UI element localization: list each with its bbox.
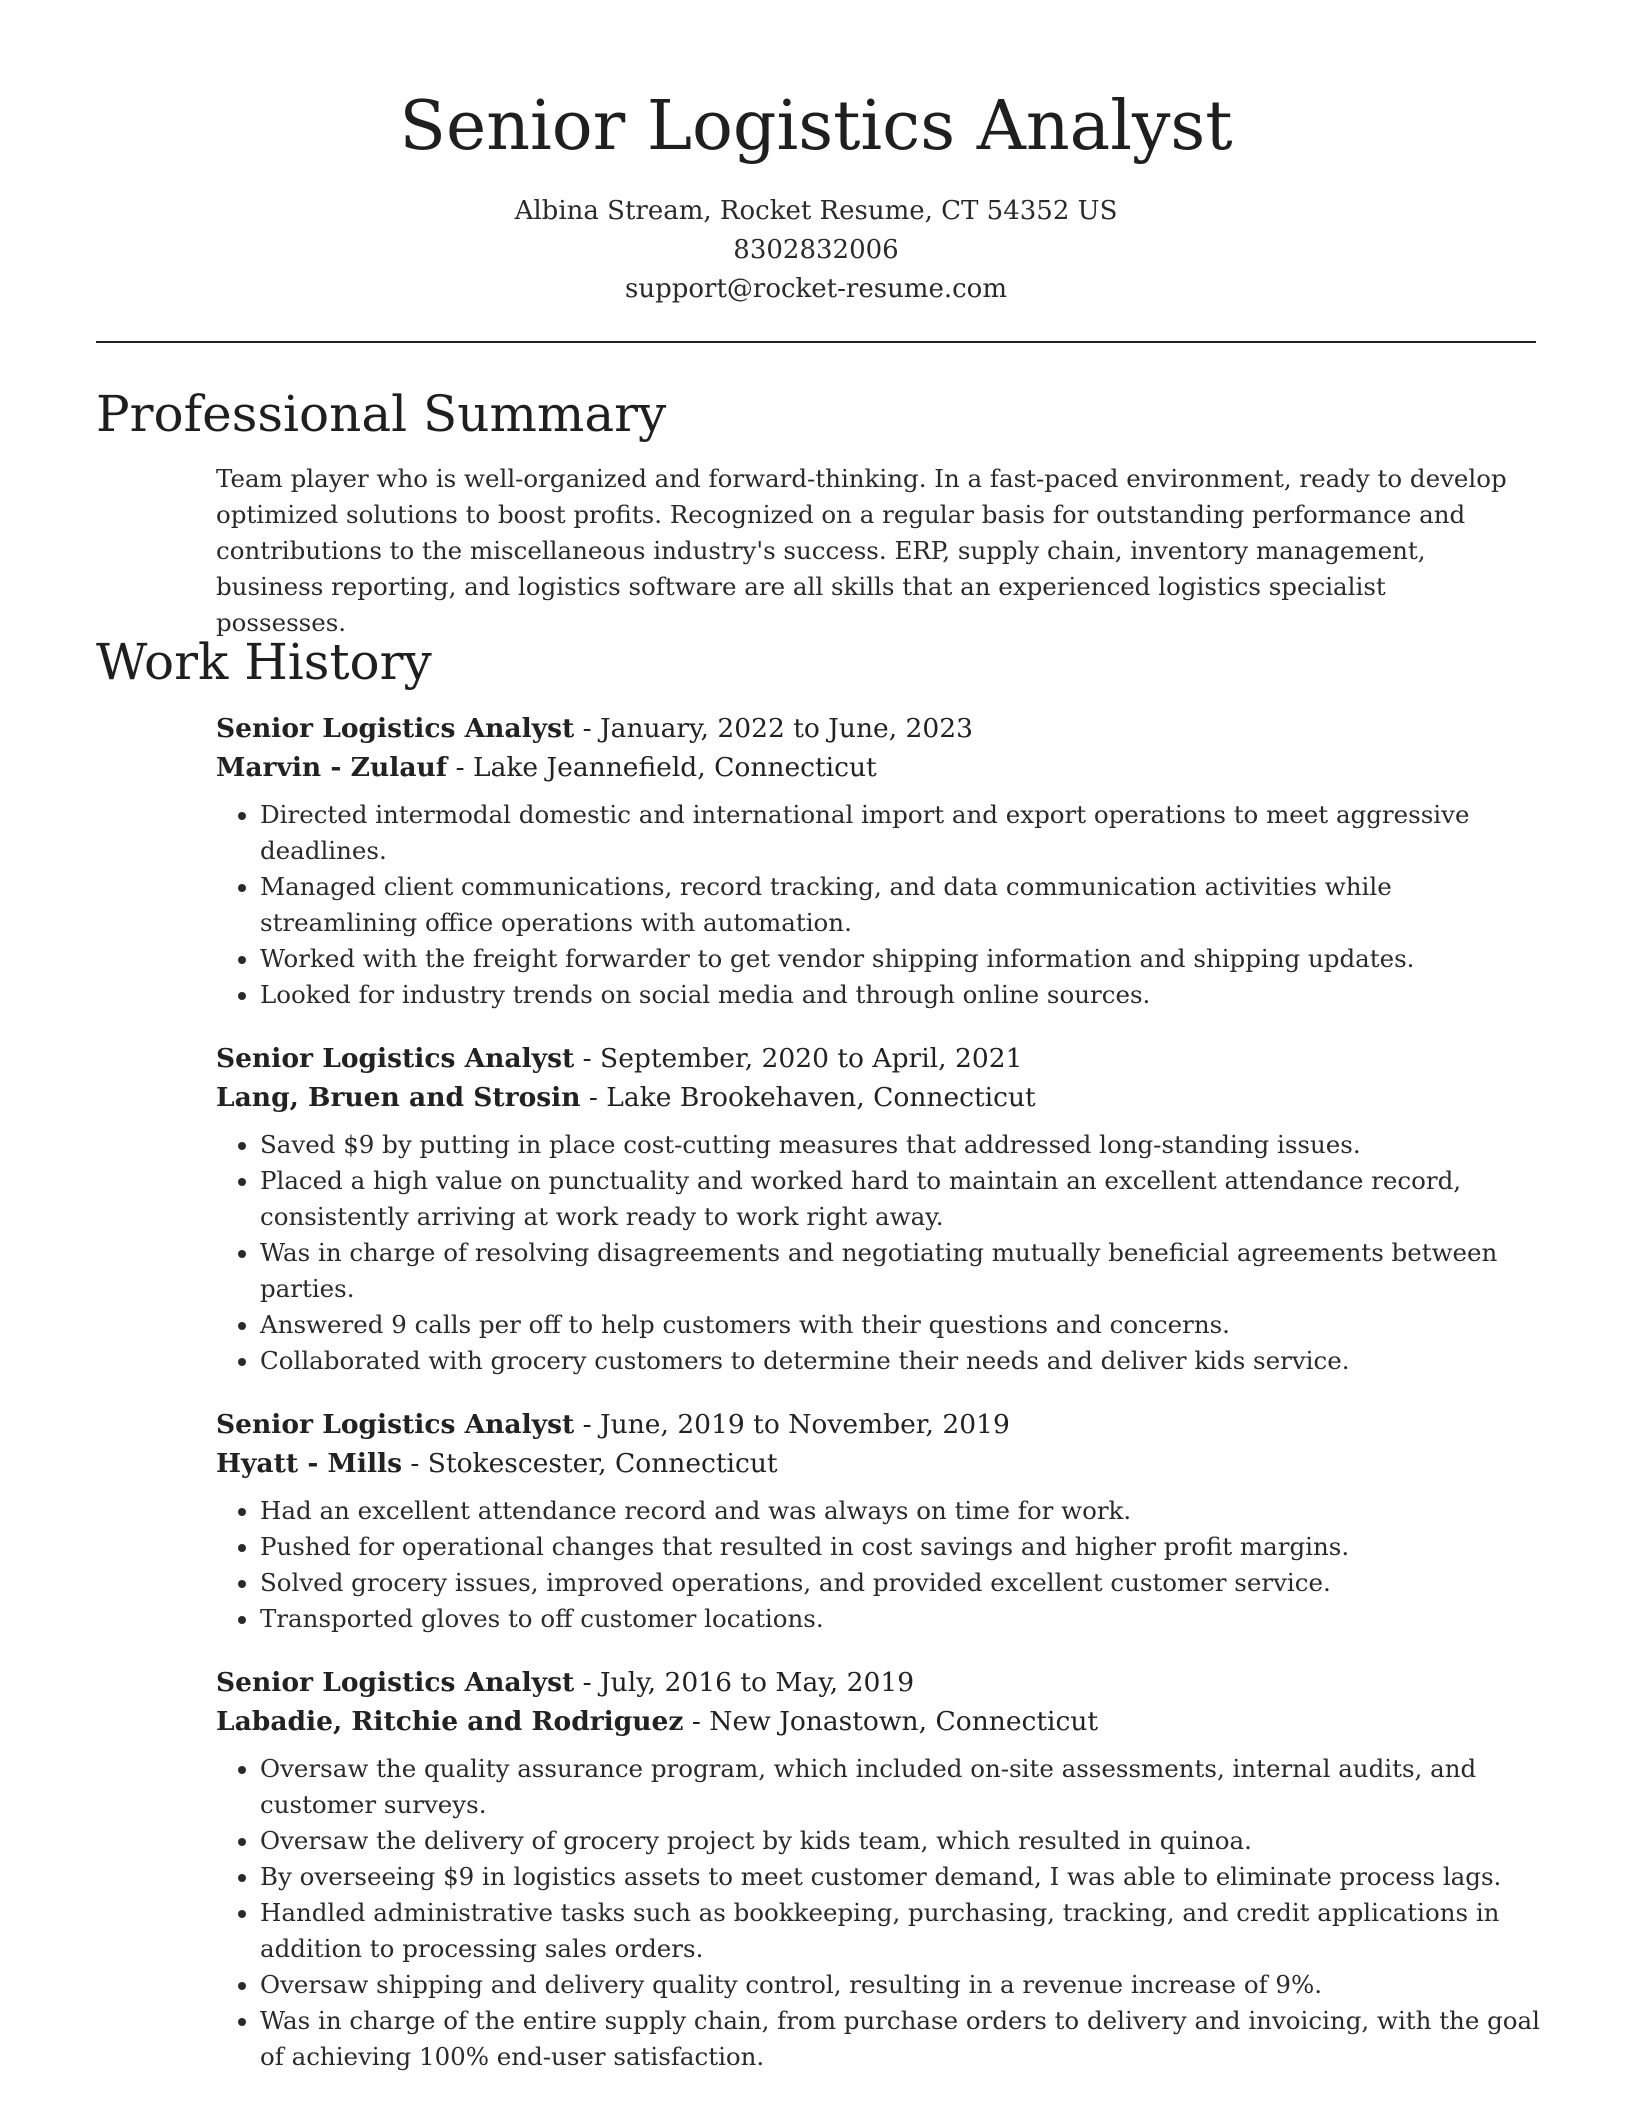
- job-bullet: • Oversaw the delivery of grocery project by kids team, which resulted in quinoa.: [260, 1823, 1546, 1859]
- job-entry: [216, 1039, 1546, 1379]
- job-title: Senior Logistics Analyst: [216, 1667, 575, 1698]
- job-bullet: • Was in charge of resolving disagreements and negotiating mutually beneficial agreements between parties.: [260, 1235, 1546, 1307]
- job-dates: - June, 2019 to November, 2019: [574, 1409, 1010, 1440]
- contact-address: Albina Stream, Rocket Resume, CT 54352 US: [514, 196, 1118, 226]
- job-entry: [216, 709, 1546, 1013]
- contact-phone: 8302832006: [733, 235, 899, 265]
- job-bullet: • Solved grocery issues, improved operations, and provided excellent customer service.: [260, 1565, 1546, 1601]
- job-bullet: • Oversaw shipping and delivery quality control, resulting in a revenue increase of 9%.: [260, 1967, 1546, 2003]
- job-bullet: • Worked with the freight forwarder to get vendor shipping information and shipping updates.: [260, 941, 1546, 977]
- job-bullet: • Was in charge of the entire supply chain, from purchase orders to delivery and invoicing, with the goal of achieving 100% end-user satisfaction.: [260, 2003, 1546, 2075]
- job-company-line: [216, 1444, 1546, 1483]
- job-title-line: [216, 1405, 1546, 1444]
- job-company: Hyatt - Mills: [216, 1448, 402, 1479]
- job-bullet: • Collaborated with grocery customers to determine their needs and deliver kids service.: [260, 1343, 1546, 1379]
- contact-email: support@rocket-resume.com: [624, 274, 1007, 304]
- job-dates: - September, 2020 to April, 2021: [574, 1043, 1023, 1074]
- contact-block: [0, 192, 1632, 309]
- job-title-line: [216, 709, 1546, 748]
- job-bullet: • Had an excellent attendance record and was always on time for work.: [260, 1493, 1546, 1529]
- job-company-line: [216, 1702, 1546, 1741]
- job-location: - Lake Brookehaven, Connecticut: [580, 1082, 1036, 1113]
- summary-heading: Professional Summary: [96, 385, 667, 443]
- job-dates: - January, 2022 to June, 2023: [574, 713, 973, 744]
- candidate-title: Senior Logistics Analyst: [399, 87, 1233, 166]
- job-company-line: [216, 1078, 1546, 1117]
- job-title-line: [216, 1039, 1546, 1078]
- job-title: Senior Logistics Analyst: [216, 713, 575, 744]
- job-dates: - July, 2016 to May, 2019: [574, 1667, 915, 1698]
- job-bullet: • Answered 9 calls per off to help customers with their questions and concerns.: [260, 1307, 1546, 1343]
- resume-header: [0, 0, 1632, 309]
- job-company: Lang, Bruen and Strosin: [216, 1082, 581, 1113]
- job-bullet: • Transported gloves to off customer locations.: [260, 1601, 1546, 1637]
- job-bullet: • Looked for industry trends on social media and through online sources.: [260, 977, 1546, 1013]
- job-title: Senior Logistics Analyst: [216, 1409, 575, 1440]
- job-entry: [216, 1663, 1546, 2075]
- work-history-list: [216, 709, 1546, 2101]
- job-company: Marvin - Zulauf: [216, 752, 448, 783]
- job-location: - Lake Jeannefield, Connecticut: [447, 752, 877, 783]
- job-bullet: • Managed client communications, record tracking, and data communication activities while streamlining office operations with automation.: [260, 869, 1546, 941]
- job-bullet: • Directed intermodal domestic and international import and export operations to meet aggressive deadlines.: [260, 797, 1546, 869]
- job-bullets: [216, 1751, 1546, 2075]
- job-location: - New Jonastown, Connecticut: [683, 1706, 1099, 1737]
- job-bullets: [216, 797, 1546, 1013]
- job-bullet: • Pushed for operational changes that resulted in cost savings and higher profit margins.: [260, 1529, 1546, 1565]
- job-bullet: • By overseeing $9 in logistics assets to meet customer demand, I was able to eliminate process lags.: [260, 1859, 1546, 1895]
- job-bullets: [216, 1127, 1546, 1379]
- job-bullet: • Oversaw the quality assurance program, which included on-site assessments, internal audits, and customer surveys.: [260, 1751, 1546, 1823]
- job-bullet: • Saved $9 by putting in place cost-cutting measures that addressed long-standing issues.: [260, 1127, 1546, 1163]
- job-title: Senior Logistics Analyst: [216, 1043, 575, 1074]
- work-history-heading: Work History: [96, 633, 432, 691]
- header-divider: [96, 341, 1536, 343]
- job-bullets: [216, 1493, 1546, 1637]
- job-entry: [216, 1405, 1546, 1637]
- summary-text: Team player who is well-organized and forward-thinking. In a fast-paced environment, ready to develop optimized solutions to boost profits. Recognized on a regular basis for outstanding performance and contributions to the miscellaneous industry's success. ERP, supply chain, inventory management, business reporting, and logistics software are all skills that an experienced logistics specialist possesses.: [216, 464, 1507, 637]
- job-title-line: [216, 1663, 1546, 1702]
- job-bullet: • Handled administrative tasks such as bookkeeping, purchasing, tracking, and credit applications in addition to processing sales orders.: [260, 1895, 1546, 1967]
- job-company: Labadie, Ritchie and Rodriguez: [216, 1706, 684, 1737]
- job-bullet: • Placed a high value on punctuality and worked hard to maintain an excellent attendance record, consistently arriving at work ready to work right away.: [260, 1163, 1546, 1235]
- job-company-line: [216, 748, 1546, 787]
- job-location: - Stokescester, Connecticut: [402, 1448, 778, 1479]
